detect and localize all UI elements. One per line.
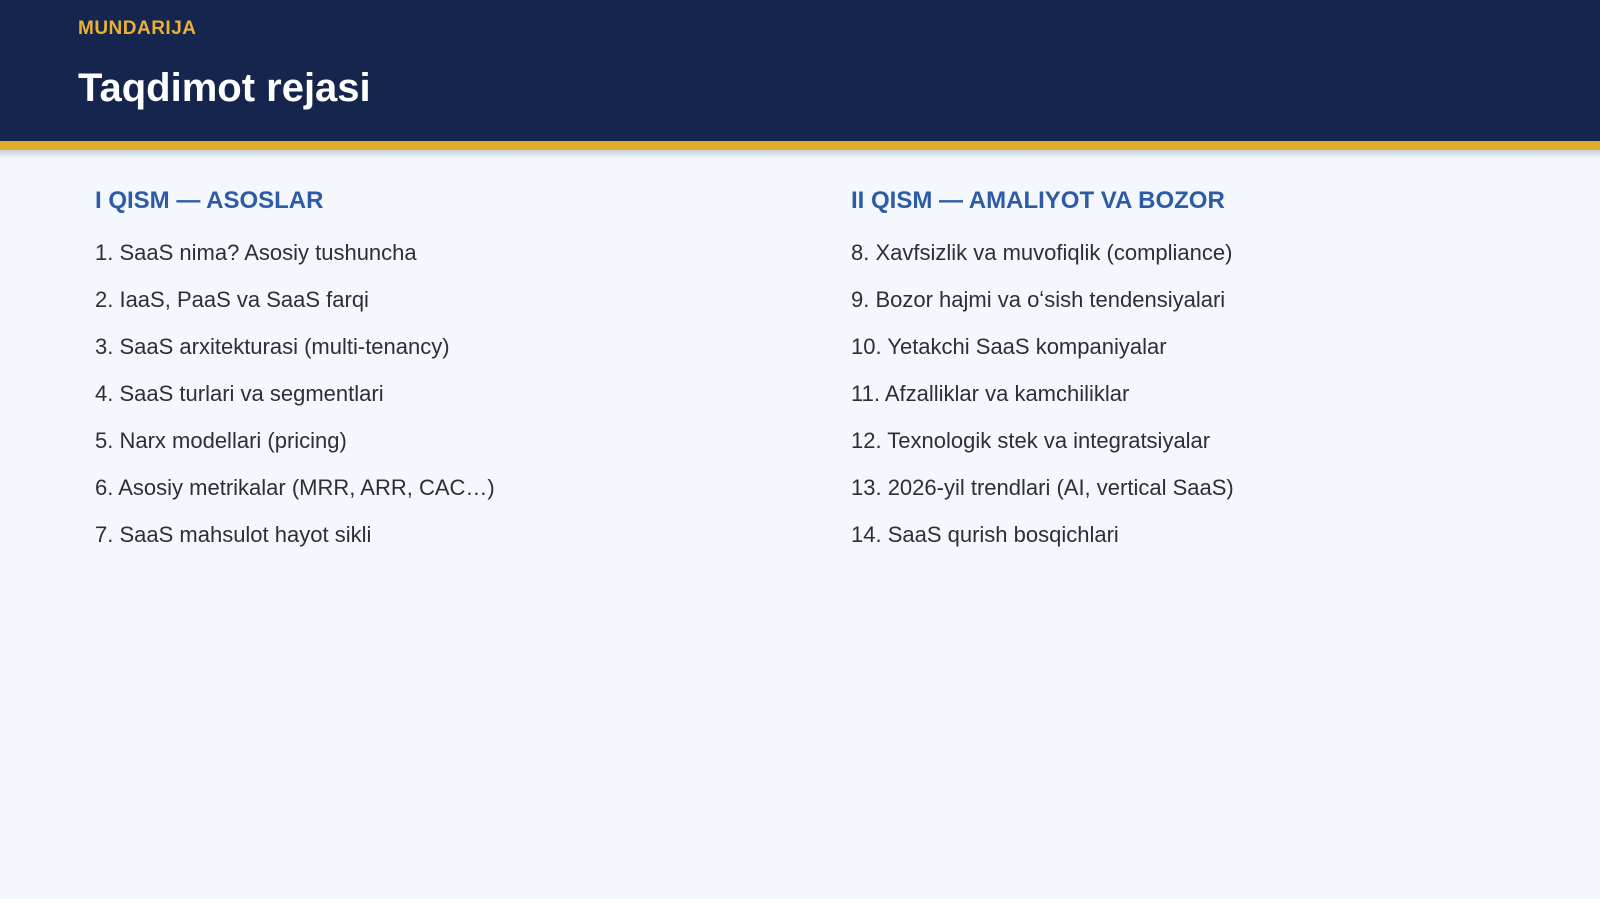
- list-item: 13. 2026-yil trendlari (AI, vertical SaaS): [851, 475, 1234, 500]
- list-item: 6. Asosiy metrikalar (MRR, ARR, CAC…): [95, 475, 495, 500]
- header-accent-stripe: [0, 141, 1600, 150]
- header-bar: [0, 0, 1600, 141]
- list-item: 5. Narx modellari (pricing): [95, 428, 347, 453]
- list-item: 4. SaaS turlari va segmentlari: [95, 381, 384, 406]
- list-item: 12. Texnologik stek va integratsiyalar: [851, 428, 1211, 453]
- list-item: 9. Bozor hajmi va oʻsish tendensiyalari: [851, 287, 1226, 312]
- part-one-column: [95, 185, 735, 566]
- part-two-column: [851, 185, 1491, 566]
- part-two-heading: II QISM — AMALIYOT VA BOZOR: [851, 187, 1225, 214]
- list-item: 14. SaaS qurish bosqichlari: [851, 522, 1119, 547]
- part-one-heading: I QISM — ASOSLAR: [95, 187, 324, 214]
- part-one-list: [95, 237, 735, 566]
- list-item: 8. Xavfsizlik va muvofiqlik (compliance): [851, 240, 1233, 265]
- section-eyebrow: MUNDARIJA: [78, 18, 197, 39]
- list-item: 11. Afzalliklar va kamchiliklar: [851, 381, 1130, 406]
- header-shadow: [0, 150, 1600, 158]
- part-two-list: [851, 237, 1491, 566]
- list-item: 3. SaaS arxitekturasi (multi-tenancy): [95, 334, 450, 359]
- list-item: 10. Yetakchi SaaS kompaniyalar: [851, 334, 1167, 359]
- list-item: 7. SaaS mahsulot hayot sikli: [95, 522, 372, 547]
- list-item: 1. SaaS nima? Asosiy tushuncha: [95, 240, 417, 265]
- list-item: 2. IaaS, PaaS va SaaS farqi: [95, 287, 369, 312]
- page-title: Taqdimot rejasi: [78, 66, 371, 110]
